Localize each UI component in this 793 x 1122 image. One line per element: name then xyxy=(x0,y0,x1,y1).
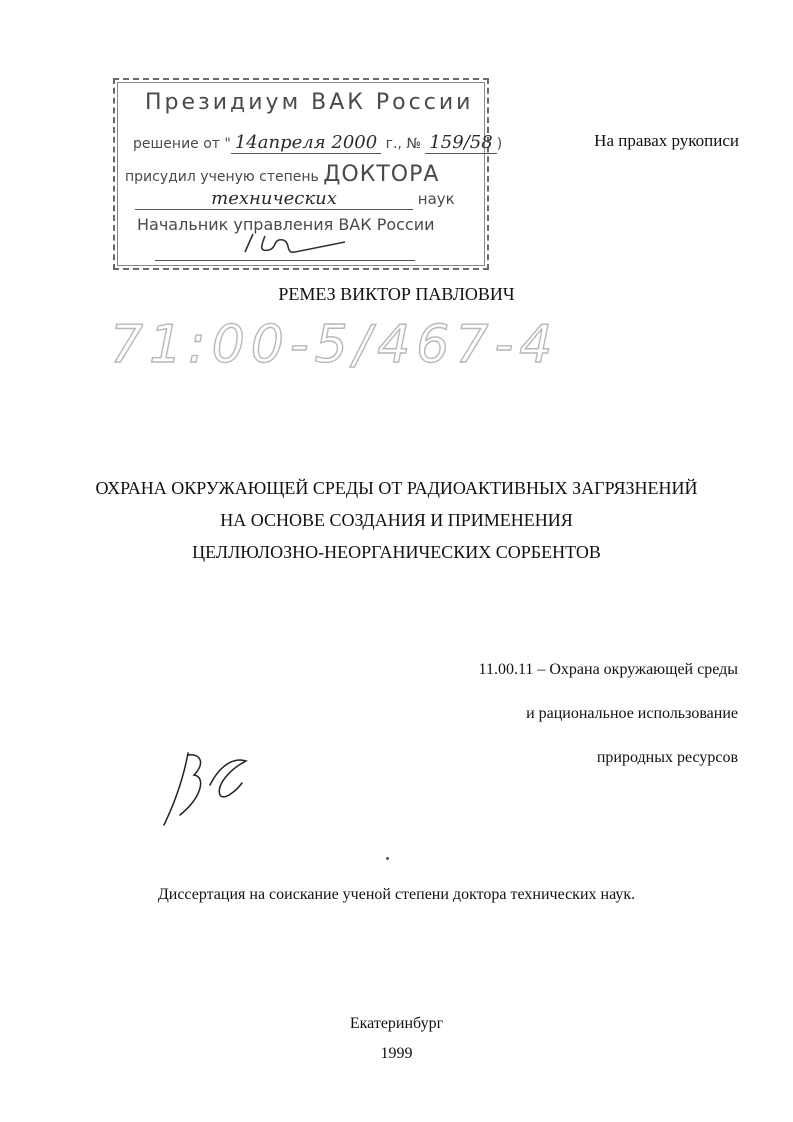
author-name: РЕМЕЗ ВИКТОР ПАВЛОВИЧ xyxy=(278,284,515,304)
city: Екатеринбург xyxy=(349,1015,444,1032)
specialty-line-1: 11.00.11 – Охрана окружающей среды xyxy=(478,661,738,678)
stamp-decision-suffix: ) xyxy=(496,136,503,152)
author-signature-icon xyxy=(150,745,270,835)
stamp-signature-line xyxy=(155,238,415,261)
paper-speck xyxy=(386,857,389,860)
specialty-line-2: и рациональное использование xyxy=(526,705,738,722)
dissertation-title xyxy=(0,472,793,568)
title-line-2: НА ОСНОВЕ СОЗДАНИЯ И ПРИМЕНЕНИЯ xyxy=(220,510,573,530)
registry-code-stamp xyxy=(100,300,559,390)
stamp-award-prefix: присудил ученую степень xyxy=(125,169,319,185)
title-line-1: ОХРАНА ОКРУЖАЮЩЕЙ СРЕДЫ ОТ РАДИОАКТИВНЫХ ЗАГРЯЗНЕНИЙ xyxy=(95,478,698,498)
vak-approval-stamp xyxy=(113,78,503,270)
specialty-block xyxy=(479,648,738,780)
manuscript-note: На правах рукописи xyxy=(594,131,739,150)
registry-code-text: 71:00-5/467-4 xyxy=(110,315,559,375)
stamp-field-suffix: наук xyxy=(417,190,455,208)
stamp-title: Президиум ВАК России xyxy=(145,90,474,115)
stamp-signature-icon xyxy=(225,230,485,258)
specialty-line-3: природных ресурсов xyxy=(596,749,738,766)
stamp-decision-date: 14апреля 2000 xyxy=(231,132,381,154)
stamp-award-degree: ДОКТОРА xyxy=(323,162,440,187)
year: 1999 xyxy=(380,1045,413,1062)
stamp-award-line xyxy=(125,162,439,187)
title-line-3: ЦЕЛЛЮЛОЗНО-НЕОРГАНИЧЕСКИХ СОРБЕНТОВ xyxy=(192,542,601,562)
stamp-decision-mid: г., № xyxy=(385,136,421,152)
dissertation-line: Диссертация на соискание ученой степени доктора технических наук. xyxy=(157,886,636,903)
stamp-field-line xyxy=(135,188,480,210)
stamp-field-value: технических xyxy=(135,188,413,210)
stamp-decision-number: 159/58 xyxy=(425,132,496,154)
stamp-decision-line xyxy=(133,132,502,153)
stamp-decision-prefix: решение от " xyxy=(133,136,231,152)
stamp-head-label: Начальник управления ВАК России xyxy=(137,215,435,234)
